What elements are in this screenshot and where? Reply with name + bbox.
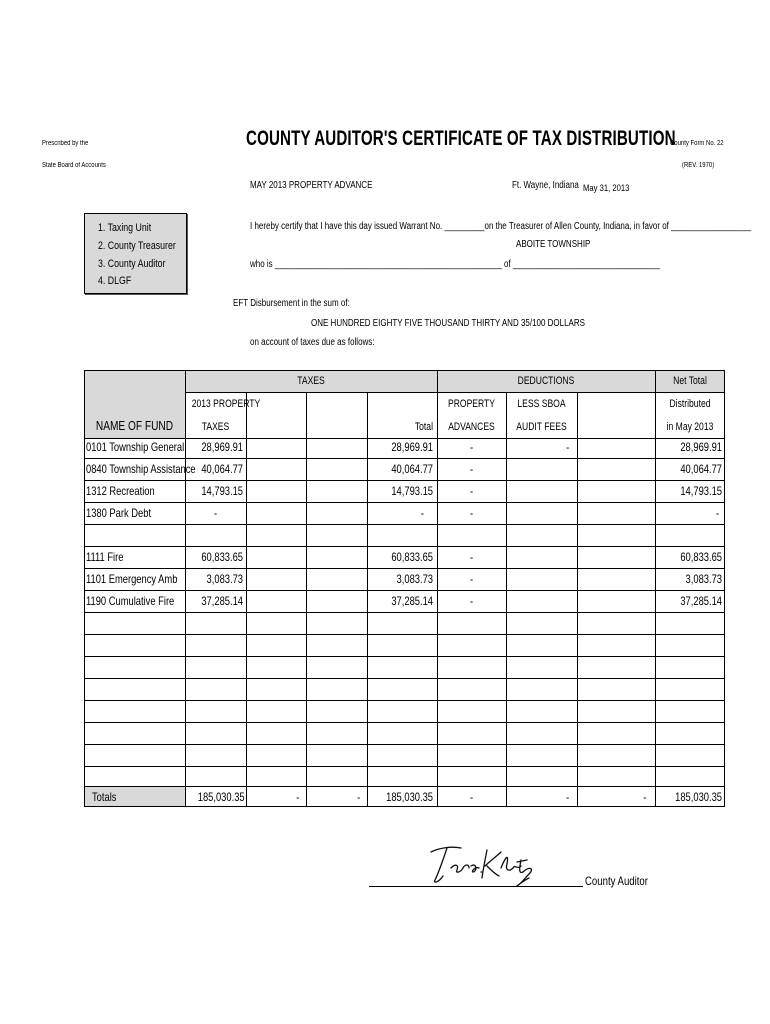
property-value: 40,064.77 — [201, 462, 243, 476]
rule — [84, 568, 725, 569]
distribution-box — [84, 213, 187, 294]
col-rule — [506, 392, 507, 807]
net-may-header: in May 2013 — [666, 421, 714, 433]
rule — [84, 480, 725, 481]
totals-advances: - — [469, 790, 474, 804]
net-total-header: Net Total — [673, 375, 707, 387]
who-is-line: who is ___________________________________________________ of _________________________________ — [250, 259, 660, 270]
fund-name: 1101 Emergency Amb — [86, 572, 178, 586]
tax-distribution-table — [84, 370, 725, 807]
rule — [84, 590, 725, 591]
distribution-item: 4. DLGF — [98, 275, 132, 287]
rule — [84, 744, 725, 745]
distribution-item: 2. County Treasurer — [98, 240, 176, 252]
totals-property: 185,030.35 — [197, 790, 245, 804]
totals-audit: - — [566, 790, 570, 804]
col-rule — [655, 370, 656, 807]
advances-value: - — [469, 484, 474, 498]
property-taxes-header-2: TAXES — [201, 421, 230, 433]
property-value: 60,833.65 — [201, 550, 243, 564]
col-rule — [437, 370, 438, 807]
distribution-item: 1. Taxing Unit — [98, 222, 152, 234]
net-value: 28,969.91 — [680, 440, 722, 454]
fund-name-header: NAME OF FUND — [95, 418, 174, 433]
totals-col7: - — [643, 790, 647, 804]
property-advances-header: PROPERTY — [447, 398, 496, 410]
total-value: 14,793.15 — [391, 484, 433, 498]
account-note: on account of taxes due as follows: — [250, 337, 375, 348]
certify-line: I hereby certify that I have this day issued Warrant No. _________on the Treasurer of Allen County, Indiana, in favor of __________________ — [250, 221, 752, 232]
col-rule — [367, 392, 368, 807]
property-value: 28,969.91 — [201, 440, 243, 454]
totals-net: 185,030.35 — [675, 790, 722, 804]
auditor-signature — [425, 838, 540, 890]
deductions-group-header: DEDUCTIONS — [517, 375, 575, 387]
col-rule — [246, 392, 247, 807]
net-distributed-header: Distributed — [669, 398, 711, 410]
property-advances-header-2: ADVANCES — [448, 421, 495, 433]
col-rule — [577, 392, 578, 807]
property-value: 14,793.15 — [201, 484, 243, 498]
rule — [84, 722, 725, 723]
total-header: Total — [414, 421, 433, 433]
rule — [185, 392, 725, 393]
amount-in-words: ONE HUNDRED EIGHTY FIVE THOUSAND THIRTY AND 35/100 DOLLARS — [311, 318, 585, 329]
net-value: - — [715, 506, 719, 520]
rule — [84, 458, 725, 459]
eft-label: EFT Disbursement in the sum of: — [233, 298, 350, 309]
signature-line — [369, 886, 583, 887]
advances-value: - — [469, 506, 474, 520]
rule — [84, 546, 725, 547]
fund-name: 1380 Park Debt — [86, 506, 152, 520]
totals-total: 185,030.35 — [386, 790, 433, 804]
fund-name: 0101 Township General — [86, 440, 185, 454]
audit-value: - — [566, 440, 570, 454]
net-value: 40,064.77 — [680, 462, 722, 476]
total-value: 28,969.91 — [391, 440, 433, 454]
total-value: 37,285.14 — [391, 594, 433, 608]
rule — [84, 700, 725, 701]
property-taxes-header: 2013 PROPERTY — [191, 398, 261, 410]
form-number: County Form No. 22 — [670, 140, 724, 147]
fund-name: 0840 Township Assistance — [86, 462, 196, 476]
property-value: - — [213, 506, 218, 520]
advances-value: - — [469, 462, 474, 476]
distribution-item: 3. County Auditor — [98, 258, 166, 270]
advances-value: - — [469, 440, 474, 454]
advances-value: - — [469, 594, 474, 608]
fund-name: 1190 Cumulative Fire — [86, 594, 175, 608]
taxes-group-header: TAXES — [297, 375, 325, 387]
total-value: 3,083.73 — [396, 572, 433, 586]
form-revision: (REV. 1970) — [682, 162, 715, 169]
auditor-title: County Auditor — [585, 874, 648, 888]
fund-name: 1111 Fire — [86, 550, 124, 564]
prescribed-by: Prescribed by the — [42, 140, 89, 147]
rule — [84, 612, 725, 613]
total-value: 40,064.77 — [391, 462, 433, 476]
rule — [84, 524, 725, 525]
col-rule — [306, 392, 307, 807]
net-value: 60,833.65 — [680, 550, 722, 564]
sboa-fees-header-2: AUDIT FEES — [516, 421, 567, 433]
rule — [84, 438, 725, 439]
rule — [84, 502, 725, 503]
net-value: 37,285.14 — [680, 594, 722, 608]
net-value: 3,083.73 — [685, 572, 722, 586]
table-border — [84, 370, 725, 807]
totals-label: Totals — [92, 790, 117, 804]
state-board: State Board of Accounts — [42, 162, 106, 169]
net-value: 14,793.15 — [680, 484, 722, 498]
property-value: 37,285.14 — [201, 594, 243, 608]
rule — [84, 678, 725, 679]
payee-name: ABOITE TOWNSHIP — [516, 239, 591, 250]
rule — [84, 634, 725, 635]
rule — [84, 656, 725, 657]
advances-value: - — [469, 572, 474, 586]
certificate-date: May 31, 2013 — [583, 183, 630, 193]
fund-name: 1312 Recreation — [86, 484, 155, 498]
property-value: 3,083.73 — [206, 572, 243, 586]
total-value: 60,833.65 — [391, 550, 433, 564]
totals-col2: - — [296, 790, 300, 804]
location: Ft. Wayne, Indiana — [512, 180, 579, 191]
advance-title: MAY 2013 PROPERTY ADVANCE — [250, 180, 373, 191]
rule — [84, 766, 725, 767]
rule — [84, 786, 725, 787]
total-value: - — [420, 506, 424, 520]
page-title: COUNTY AUDITOR'S CERTIFICATE OF TAX DISTRIBUTION — [246, 127, 676, 150]
sboa-fees-header: LESS SBOA — [517, 398, 566, 410]
advances-value: - — [469, 550, 474, 564]
col-rule — [185, 370, 186, 807]
totals-col3: - — [357, 790, 361, 804]
